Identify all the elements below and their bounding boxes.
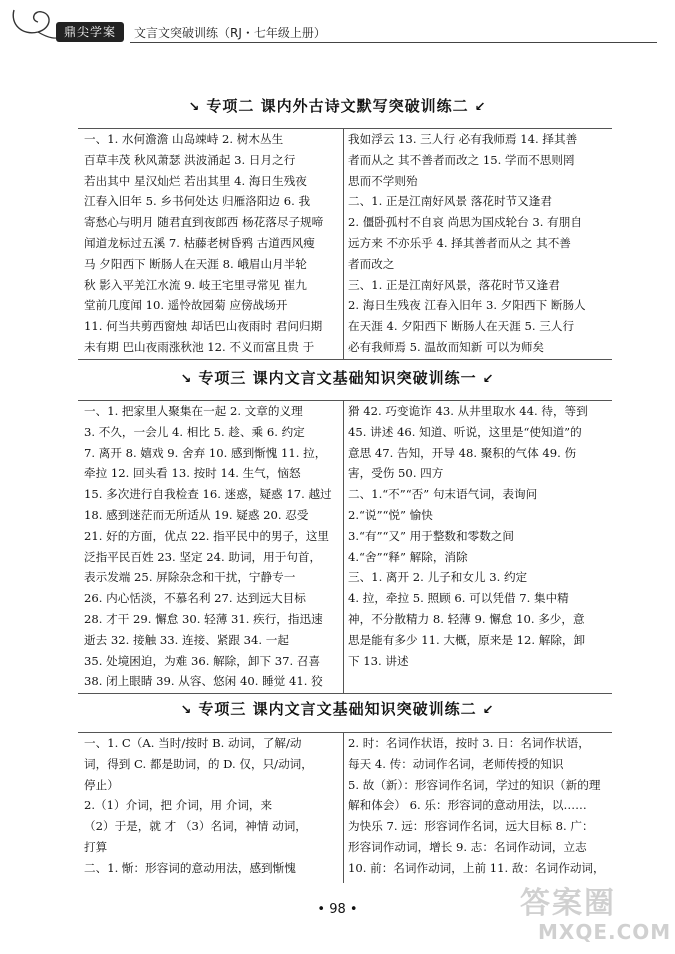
answer-line: 者而改之 <box>348 256 395 271</box>
answer-column-right <box>348 401 610 693</box>
answer-line: 三、1. 离开 2. 儿子和女儿 3. 约定 <box>348 570 528 585</box>
answer-line: 泛指平民百姓 23. 坚定 24. 助词，用于句首， <box>84 549 322 564</box>
answer-line: 词，得到 C. 都是助词，的 D. 仅，只/动词， <box>84 756 313 771</box>
answer-line: 4. 拉，牵拉 5. 照顾 6. 可以凭借 7. 集中精 <box>348 591 569 606</box>
answer-line: 二、1.“不”“否” 句末语气词，表询问 <box>348 487 538 502</box>
answer-line: 闻道龙标过五溪 7. 枯藤老树昏鸦 古道西风瘦 <box>84 235 315 250</box>
section-title-text: 专项三 课内文言文基础知识突破训练二 <box>198 700 477 718</box>
answer-line: 2. 僵卧孤村不自哀 尚思为国戍轮台 3. 有朋自 <box>348 215 582 230</box>
answer-line: 5. 故（新）：形容词作名词，学过的知识（新的理 <box>348 777 601 792</box>
answer-line: 形容词作动词，增长 9. 志：名词作动词，立志 <box>348 839 587 854</box>
answer-line: 意思 47. 告知，开导 48. 聚积的气体 49. 伤 <box>348 445 577 460</box>
answer-line: 寄愁心与明月 随君直到夜郎西 杨花落尽子规啼 <box>84 215 324 230</box>
watermark-text: 答案圈 <box>520 886 616 921</box>
answer-box-3 <box>78 732 612 883</box>
answer-line: 下 13. 讲述 <box>348 653 409 668</box>
answer-line: 神，不分散精力 8. 轻薄 9. 懈怠 10. 多少，意 <box>348 611 585 626</box>
answer-line: 害，受伤 50. 四方 <box>348 466 444 481</box>
answer-line: 秋 影入平羌江水流 9. 岐王宅里寻常见 崔九 <box>84 277 307 292</box>
answer-line: 江春入旧年 5. 乡书何处达 归雁洛阳边 6. 我 <box>84 194 311 209</box>
arrow-ornament-icon: ↘ <box>180 703 193 718</box>
answer-line: 我如浮云 13. 三人行 必有我师焉 14. 择其善 <box>348 132 578 146</box>
section-title-2 <box>0 367 675 388</box>
answer-line: 2.“说”“悦” 愉快 <box>348 507 433 522</box>
answer-line: 停止） <box>84 777 119 792</box>
arrow-ornament-icon: ↘ <box>180 372 193 387</box>
brand-badge: 鼎尖学案 <box>56 22 124 42</box>
answer-line: 若出其中 星汉灿烂 若出其里 4. 海日生残夜 <box>84 173 307 188</box>
answer-box-1 <box>78 128 612 360</box>
answer-line: 二、1. 正是江南好风景 落花时节又逢君 <box>348 194 552 209</box>
page-header <box>0 0 675 80</box>
answer-line: 打算 <box>84 839 108 854</box>
answer-line: 一、1. C（A. 当时/按时 B. 动词，了解/动 <box>84 736 302 750</box>
answer-box-2 <box>78 400 612 694</box>
answer-column-right <box>348 733 610 883</box>
answer-line: 2. 时：名词作状语，按时 3. 日：名词作状语， <box>348 736 590 750</box>
answer-line: 7. 离开 8. 嬉戏 9. 舍弃 10. 感到惭愧 11. 拉， <box>84 445 327 460</box>
watermark-logo <box>520 878 670 950</box>
answer-line: 18. 感到迷茫而无所适从 19. 疑惑 20. 忍受 <box>84 507 309 522</box>
arrow-ornament-icon: ↘ <box>188 100 201 115</box>
answer-line: 者而从之 其不善者而改之 15. 学而不思则罔 <box>348 152 575 167</box>
section-title-3 <box>0 698 675 719</box>
section-title-text: 专项二 课内外古诗文默写突破训练二 <box>206 97 469 115</box>
answer-line: 思而不学则殆 <box>348 173 418 188</box>
answer-line: 15. 多次进行自我检查 16. 迷惑，疑惑 17. 越过 <box>84 487 332 502</box>
answer-line: 28. 才干 29. 懈怠 30. 轻薄 31. 疾行，指迅速 <box>84 611 323 626</box>
column-divider <box>343 401 344 693</box>
answer-line: 2. 海日生残夜 江春入旧年 3. 夕阳西下 断肠人 <box>348 298 586 313</box>
column-divider <box>343 733 344 883</box>
section-title-text: 专项三 课内文言文基础知识突破训练一 <box>198 369 477 387</box>
answer-line: 未有期 巴山夜雨涨秋池 12. 不义而富且贵 于 <box>84 339 315 354</box>
answer-line: 表示发端 25. 屏除杂念和干扰，宁静专一 <box>84 570 296 585</box>
answer-line: 3.“有”“又” 用于整数和零数之间 <box>348 528 514 543</box>
answer-line: 猾 42. 巧变诡诈 43. 从井里取水 44. 待，等到 <box>348 404 588 418</box>
header-rule <box>130 42 657 43</box>
answer-line: 2.（1）介词，把 介词，用 介词，来 <box>84 798 273 813</box>
answer-line: 一、1. 把家里人聚集在一起 2. 文章的义理 <box>84 404 303 418</box>
answer-line: 11. 何当共剪西窗烛 却话巴山夜雨时 君问归期 <box>84 319 323 334</box>
arrow-ornament-icon: ↙ <box>482 703 495 718</box>
arrow-ornament-icon: ↙ <box>474 100 487 115</box>
answer-line: 远方来 不亦乐乎 4. 择其善者而从之 其不善 <box>348 235 571 250</box>
answer-line: 必有我师焉 5. 温故而知新 可以为师矣 <box>348 339 545 354</box>
answer-line: 每天 4. 传：动词作名词，老师传授的知识 <box>348 756 564 771</box>
series-title: 文言文突破训练（RJ・七年级上册） <box>134 26 326 40</box>
answer-line: 4.“舍”“释” 解除，消除 <box>348 549 468 564</box>
answer-column-left <box>84 129 340 359</box>
answer-line: 在天涯 4. 夕阳西下 断肠人在天涯 5. 三人行 <box>348 319 575 334</box>
answer-line: 38. 闭上眼睛 39. 从容、悠闲 40. 睡觉 41. 狡 <box>84 674 323 689</box>
answer-line: 百草丰茂 秋风萧瑟 洪波涌起 3. 日月之行 <box>84 152 296 167</box>
answer-line: 一、1. 水何澹澹 山岛竦峙 2. 树木丛生 <box>84 132 284 146</box>
answer-line: 思是能有多少 11. 大概，原来是 12. 解除，卸 <box>348 632 586 647</box>
page-number: • 98 • <box>317 902 358 917</box>
answer-line: 21. 好的方面，优点 22. 指平民中的男子，这里 <box>84 528 330 543</box>
answer-column-left <box>84 401 340 693</box>
answer-line: 3. 不久，一会儿 4. 相比 5. 趁、乘 6. 约定 <box>84 424 305 439</box>
answer-line: 三、1. 正是江南好风景，落花时节又逢君 <box>348 277 560 292</box>
answer-line: 10. 前：名词作动词，上前 11. 敌：名词作动词， <box>348 860 605 875</box>
answer-column-right <box>348 129 610 359</box>
answer-line: 35. 处境困迫，为难 36. 解除，卸下 37. 召喜 <box>84 653 321 668</box>
answer-line: 26. 内心恬淡，不慕名利 27. 达到远大目标 <box>84 591 306 606</box>
answer-line: （2）于是，就 才 （3）名词，神情 动词， <box>84 819 307 834</box>
answer-line: 解和体会） 6. 乐：形容词的意动用法，以…… <box>348 798 587 813</box>
section-title-1 <box>0 95 675 116</box>
answer-line: 堂前几度闻 10. 遥怜故园菊 应傍战场开 <box>84 298 288 313</box>
answer-column-left <box>84 733 340 883</box>
arrow-ornament-icon: ↙ <box>482 372 495 387</box>
column-divider <box>343 129 344 359</box>
answer-line: 二、1. 惭：形容词的意动用法，感到惭愧 <box>84 860 296 875</box>
answer-line: 马 夕阳西下 断肠人在天涯 8. 峨眉山月半轮 <box>84 256 307 271</box>
watermark-url: MXQE.COM <box>538 920 672 944</box>
answer-line: 逝去 32. 接触 33. 连接、紧跟 34. 一起 <box>84 632 289 647</box>
answer-line: 为快乐 7. 远：形容词作名词，远大目标 8. 广： <box>348 819 594 834</box>
answer-line: 45. 讲述 46. 知道、听说，这里是“使知道”的 <box>348 424 582 439</box>
answer-line: 牵拉 12. 回头看 13. 按时 14. 生气，恼怒 <box>84 466 301 481</box>
